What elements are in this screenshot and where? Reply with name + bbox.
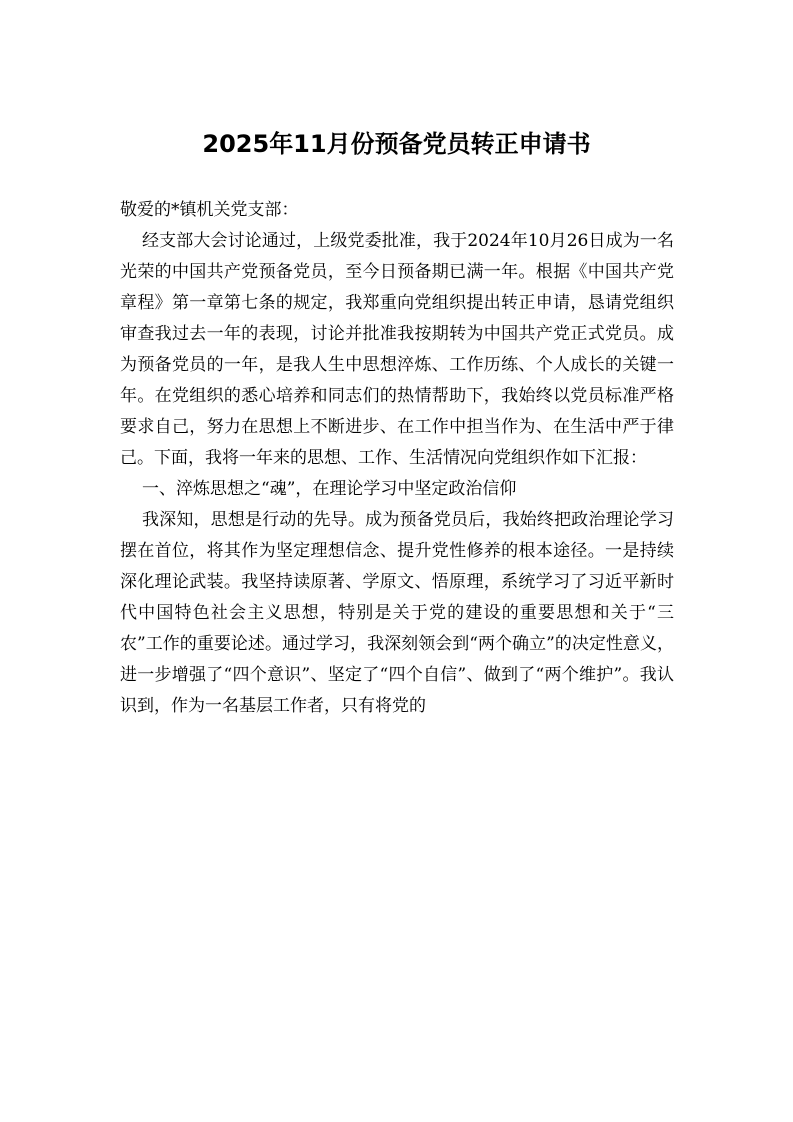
salutation: 敬爱的*镇机关党支部： — [120, 200, 299, 220]
paragraph-section-1: 我深知，思想是行动的先导。成为预备党员后，我始终把政治理论学习摆在首位，将其作为坚定理想信念、提升党性修养的根本途径。一是持续深化理论武装。我坚持读原著、学原文、悟原理，系统学习了习近平新时代中国特色社会主义思想，特别是关于党的建设的重要思想和关于“三农”工作的重要论述。通过学习，我深刻领会到“两个确立”的决定性意义，进一步增强了“四个意识”、坚定了“四个自信”、做到了“两个维护”。我认识到，作为一名基层工作者，只有将党的 — [120, 510, 674, 716]
document-title: 2025年11月份预备党员转正申请书 — [202, 130, 591, 158]
paragraph-intro: 经支部大会讨论通过，上级党委批准，我于2024年10月26日成为一名光荣的中国共产党预备党员，至今日预备期已满一年。根据《中国共产党章程》第一章第七条的规定，我郑重向党组织提出转正申请，恳请党组织审查我过去一年的表现，讨论并批准我按期转为中国共产党正式党员。成为预备党员的一年，是我人生中思想淬炼、工作历练、个人成长的关键一年。在党组织的悉心培养和同志们的热情帮助下，我始终以党员标准严格要求自己，努力在思想上不断进步、在工作中担当作为、在生活中严于律己。下面，我将一年来的思想、工作、生活情况向党组织作如下汇报： — [120, 231, 674, 468]
document-body — [120, 195, 674, 722]
section-heading-1: 一、淬炼思想之“魂”，在理论学习中坚定政治信仰 — [142, 479, 517, 499]
